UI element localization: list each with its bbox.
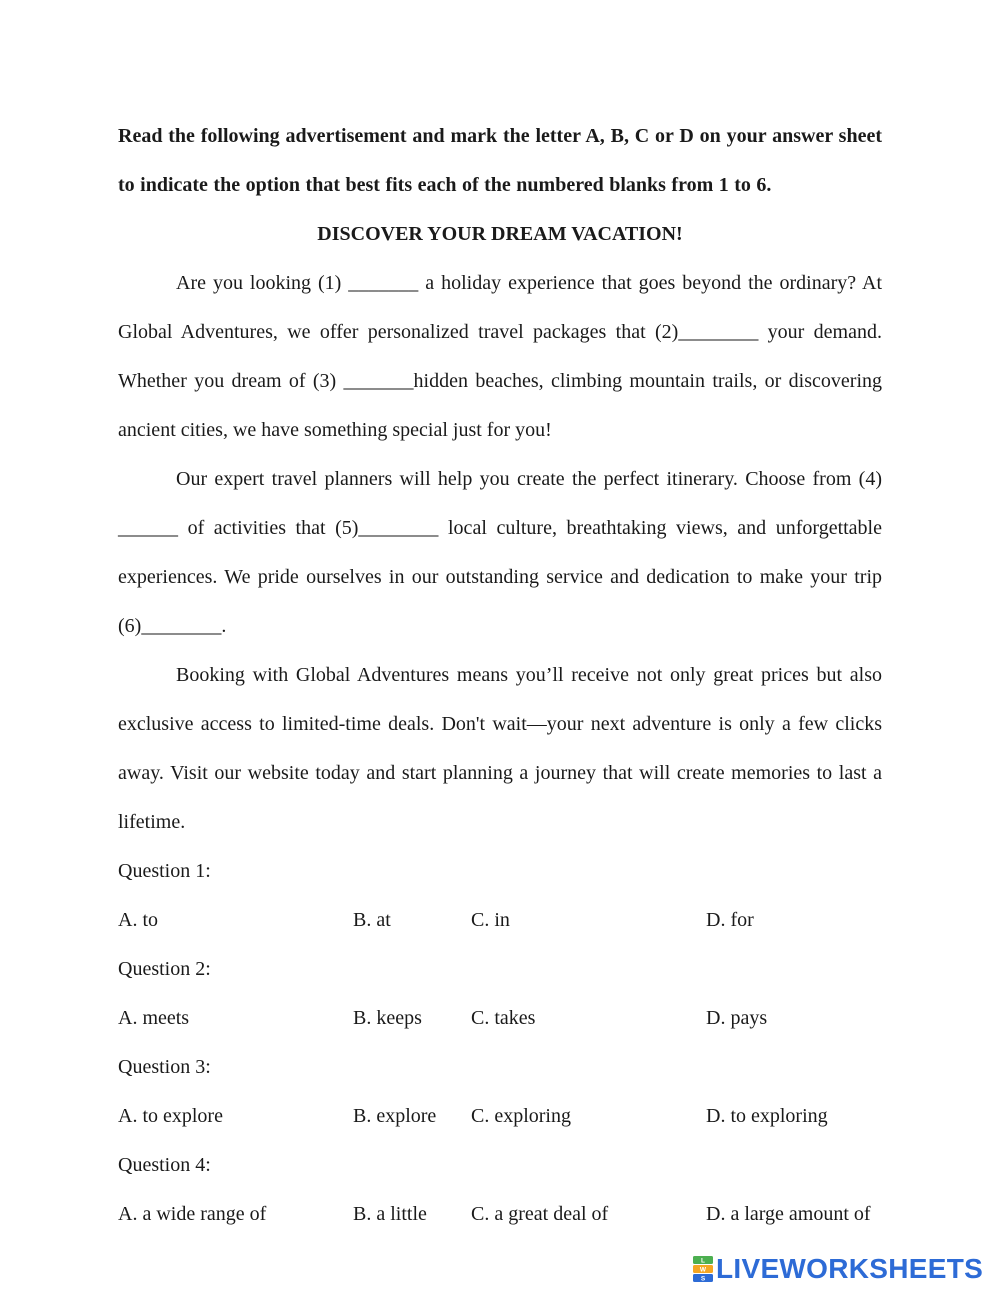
paragraph-3: Booking with Global Adventures means you’ll receive not only great prices but also exclusive access to limited-time deals. Don't wait—your next adventure is only a few clicks away. Visit our website today and start planning a journey that will create memories to last a lifetime.	[118, 664, 882, 833]
question-4	[118, 1141, 882, 1239]
option-b[interactable]: B. at	[353, 909, 391, 931]
option-c[interactable]: C. a great deal of	[471, 1203, 609, 1225]
instructions: Read the following advertisement and mark the letter A, B, C or D on your answer sheet to indicate the option that best fits each of the numbered blanks from 1 to 6.	[118, 125, 882, 196]
paragraph-2: Our expert travel planners will help you create the perfect itinerary. Choose from (4) ______ of activities that (5)________ local culture, breathtaking views, and unforgettable experiences. We pride ourselves in our outstanding service and dedication to make your trip (6)________.	[118, 468, 882, 637]
option-a[interactable]: A. to	[118, 909, 158, 931]
question-label: Question 2:	[118, 958, 211, 980]
option-a[interactable]: A. to explore	[118, 1105, 223, 1127]
worksheet-page	[118, 112, 882, 1239]
question-label: Question 3:	[118, 1056, 211, 1078]
answer-options	[118, 994, 882, 1043]
option-c[interactable]: C. in	[471, 909, 510, 931]
question-label: Question 1:	[118, 860, 211, 882]
option-b[interactable]: B. a little	[353, 1203, 427, 1225]
answer-options	[118, 1190, 882, 1239]
logo-mark-l: L	[701, 1257, 705, 1265]
option-d[interactable]: D. to exploring	[706, 1105, 828, 1127]
question-label: Question 4:	[118, 1154, 211, 1176]
option-b[interactable]: B. explore	[353, 1105, 437, 1127]
liveworksheets-logo-icon	[693, 1256, 713, 1282]
option-c[interactable]: C. exploring	[471, 1105, 571, 1127]
passage-title: DISCOVER YOUR DREAM VACATION!	[317, 223, 683, 245]
option-a[interactable]: A. meets	[118, 1007, 190, 1029]
option-d[interactable]: D. a large amount of	[706, 1203, 871, 1225]
logo-text: LIVEWORKSHEETS	[716, 1253, 984, 1284]
option-d[interactable]: D. for	[706, 909, 754, 931]
question-2	[118, 945, 882, 1043]
logo-mark-s: S	[700, 1275, 706, 1282]
paragraph-1: Are you looking (1) _______ a holiday experience that goes beyond the ordinary? At Global Adventures, we offer personalized travel packages that (2)________ your demand. Whether you dream of (3) _______hidden beaches, climbing mountain trails, or discovering ancient cities, we have something special just for you!	[118, 272, 882, 441]
answer-options	[118, 896, 882, 945]
liveworksheets-logo	[693, 1255, 983, 1283]
option-a[interactable]: A. a wide range of	[118, 1203, 267, 1225]
question-3	[118, 1043, 882, 1141]
option-b[interactable]: B. keeps	[353, 1007, 422, 1029]
question-1	[118, 847, 882, 945]
option-c[interactable]: C. takes	[471, 1007, 536, 1029]
option-d[interactable]: D. pays	[706, 1007, 768, 1029]
answer-options	[118, 1092, 882, 1141]
logo-mark-w: W	[699, 1266, 707, 1274]
